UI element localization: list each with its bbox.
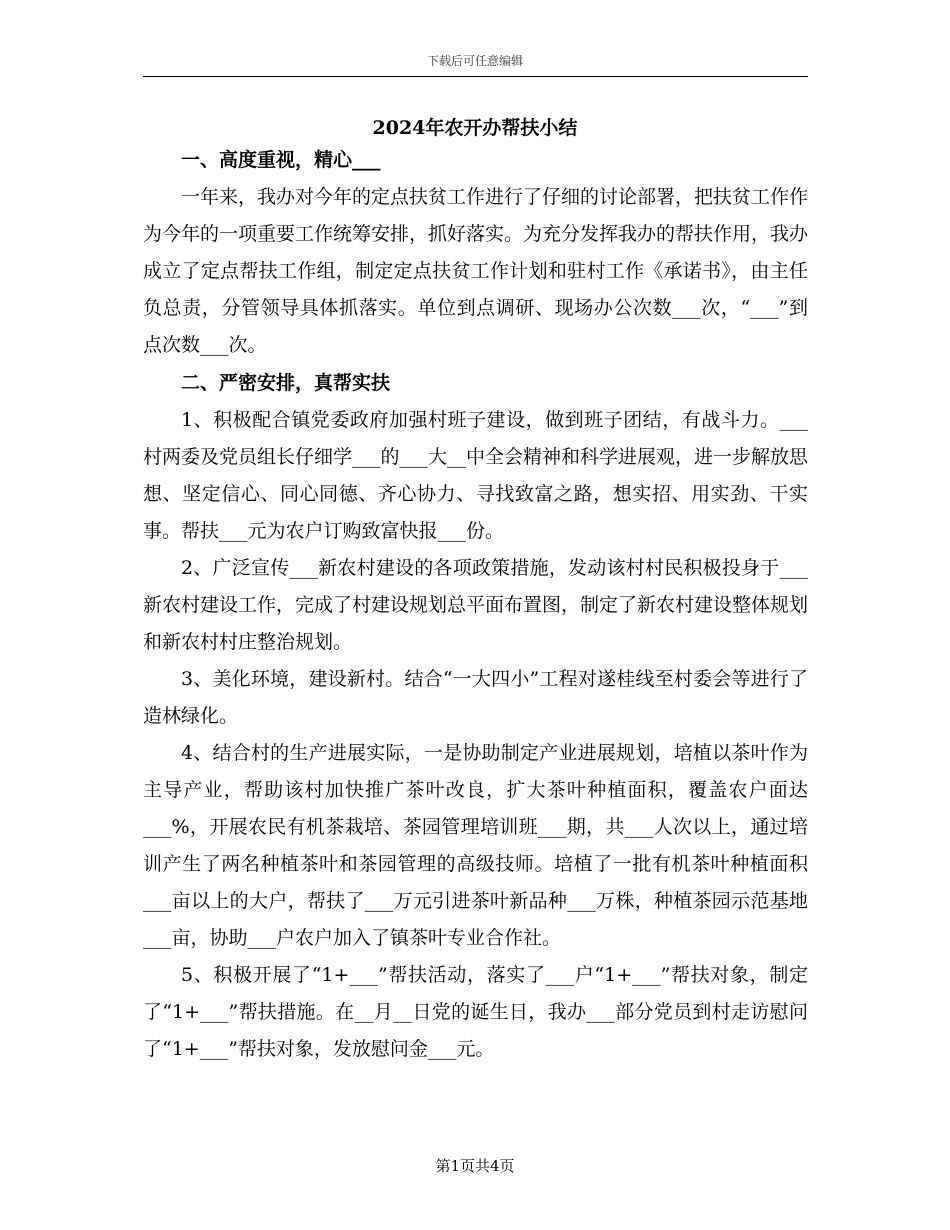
list-item-2: 2、广泛宣传___新农村建设的各项政策措施，发动该村村民积极投身于___新农村建设工作，完成了村建设规划总平面布置图，制定了新农村建设整体规划和新农村村庄整治规划。: [143, 557, 809, 653]
document-title: 2024年农开办帮扶小结: [372, 117, 578, 139]
list-item-3: 3、美化环境，建设新村。结合“一大四小”工程对遂桂线至村委会等进行了造林绿化。: [143, 668, 808, 727]
page-number: 第1页共4页: [435, 1157, 515, 1175]
header-divider: [143, 76, 808, 77]
list-item-4: 4、结合村的生产进展实际，一是协助制定产业进展规划，培植以茶叶作为主导产业，帮助该村加快推广茶叶改良，扩大茶叶种植面积，覆盖农户面达___%，开展农民有机茶栽培、茶园管理培训班___期，共___人次以上，通过培训产生了两名种植茶叶和茶园管理的高级技师。培植了一批有机茶叶种植面积___亩以上的大户，帮扶了___万元引进茶叶新品种___万株，种植茶园示范基地___亩，协助___户农户加入了镇茶叶专业合作社。: [143, 742, 808, 949]
list-item-1: 1、积极配合镇党委政府加强村班子建设，做到班子团结，有战斗力。___村两委及党员组长仔细学___的___大__中全会精神和科学进展观，进一步解放思想、坚定信心、同心同德、齐心协力、寻找致富之路，想实招、用实劲、干实事。帮扶___元为农户订购致富快报___份。: [143, 409, 809, 542]
list-item-5: 5、积极开展了“1+___”帮扶活动，落实了___户“1+___”帮扶对象，制定了“1+___”帮扶措施。在__月__日党的诞生日，我办___部分党员到村走访慰问了“1+___”帮扶对象，发放慰问金___元。: [143, 964, 808, 1060]
document-body: [143, 142, 808, 1068]
section-1-paragraph: 一年来，我办对今年的定点扶贫工作进行了仔细的讨论部署，把扶贫工作作为今年的一项重要工作统筹安排，抓好落实。为充分发挥我办的帮扶作用，我办成立了定点帮扶工作组，制定定点扶贫工作计划和驻村工作《承诺书》，由主任负总责，分管领导具体抓落实。单位到点调研、现场办公次数___次，“___”到点次数___次。: [143, 186, 809, 356]
page-header: 下载后可任意编辑: [426, 54, 523, 68]
section-heading-1: 一、高度重视，精心___: [181, 149, 381, 171]
section-heading-2: 二、严密安排，真帮实扶: [181, 372, 391, 394]
